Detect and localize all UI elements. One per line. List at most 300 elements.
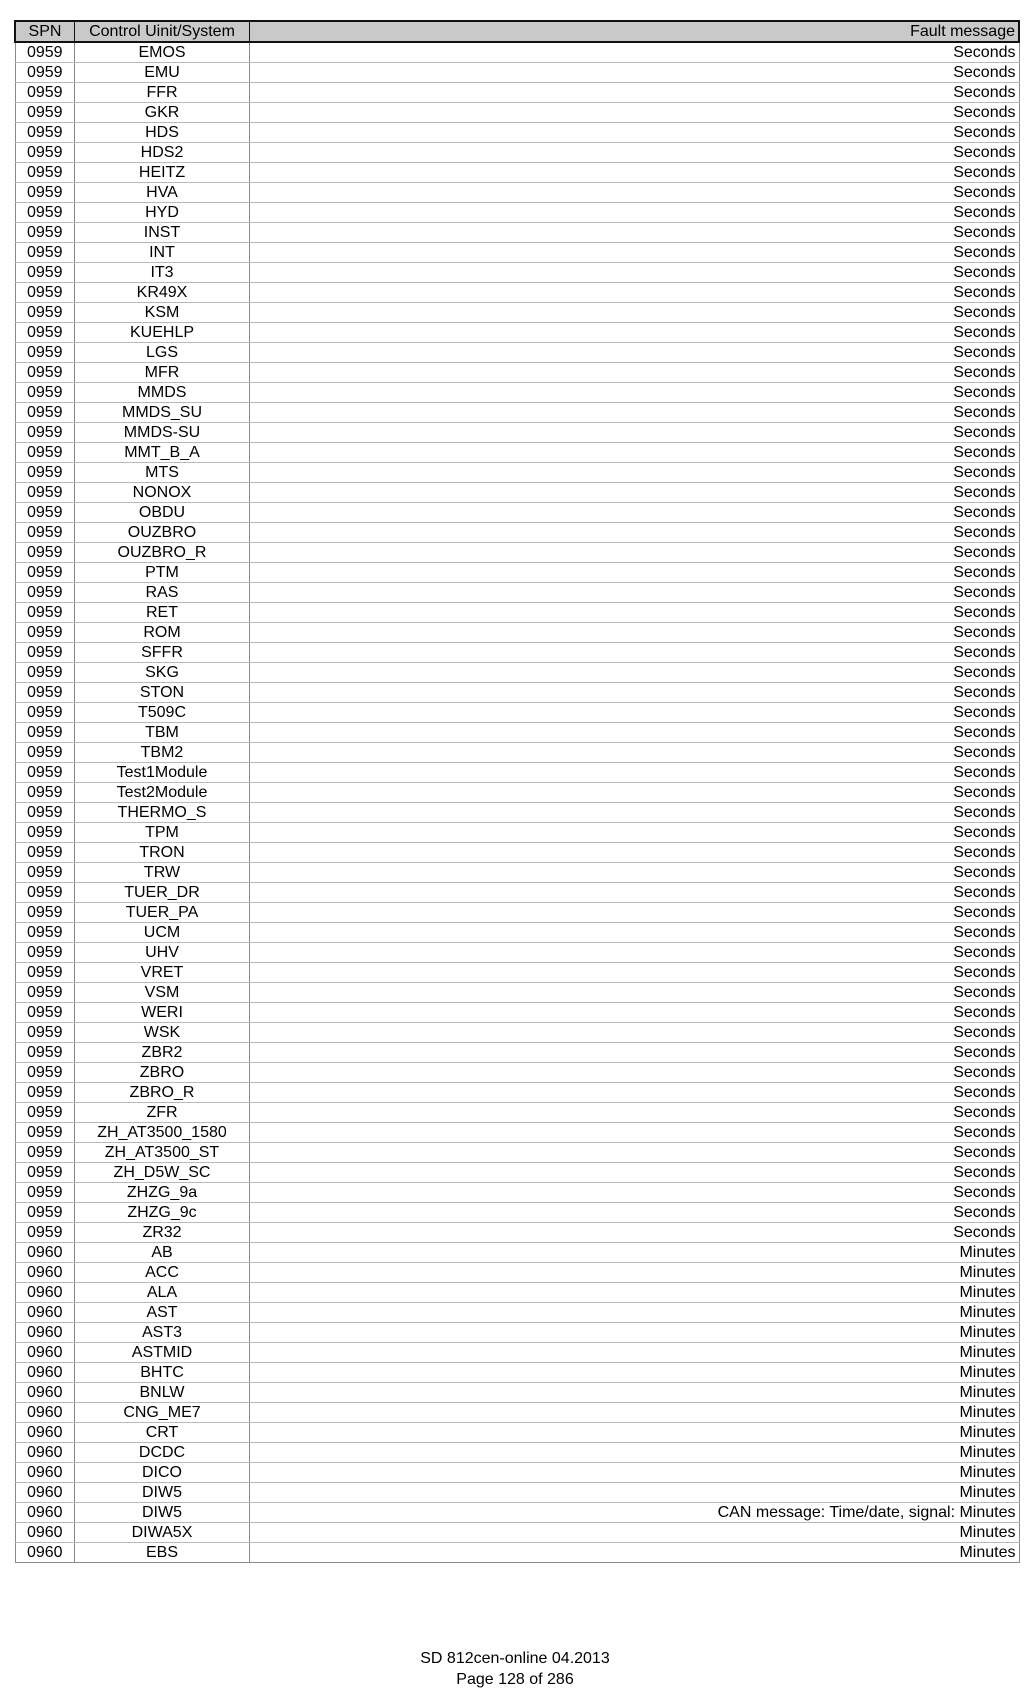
cell-fault-message: Seconds [250,843,1020,863]
cell-spn: 0959 [15,83,75,103]
cell-fault-message: Seconds [250,1223,1020,1243]
table-row [15,323,1019,343]
cell-spn: 0959 [15,363,75,383]
cell-spn: 0960 [15,1283,75,1303]
cell-spn: 0960 [15,1303,75,1323]
cell-control-unit: ACC [75,1263,250,1283]
cell-spn: 0959 [15,1223,75,1243]
table-row [15,83,1019,103]
cell-spn: 0959 [15,323,75,343]
cell-control-unit: TPM [75,823,250,843]
table-row [15,123,1019,143]
cell-spn: 0959 [15,723,75,743]
cell-spn: 0959 [15,623,75,643]
cell-fault-message: Seconds [250,243,1020,263]
table-row [15,1503,1019,1523]
table-row [15,1223,1019,1243]
table-row [15,283,1019,303]
table-row [15,1283,1019,1303]
cell-fault-message: Seconds [250,323,1020,343]
cell-spn: 0959 [15,943,75,963]
cell-spn: 0959 [15,423,75,443]
cell-spn: 0960 [15,1523,75,1543]
cell-fault-message: Minutes [250,1363,1020,1383]
cell-control-unit: EBS [75,1543,250,1563]
cell-fault-message: Seconds [250,543,1020,563]
cell-spn: 0959 [15,243,75,263]
table-row [15,223,1019,243]
cell-spn: 0959 [15,143,75,163]
cell-fault-message: Seconds [250,663,1020,683]
cell-fault-message: Minutes [250,1523,1020,1543]
table-row [15,1143,1019,1163]
cell-spn: 0960 [15,1463,75,1483]
cell-control-unit: FFR [75,83,250,103]
cell-control-unit: AST3 [75,1323,250,1343]
cell-control-unit: ZBRO [75,1063,250,1083]
cell-control-unit: DCDC [75,1443,250,1463]
cell-control-unit: BHTC [75,1363,250,1383]
fault-table [14,20,1020,1563]
cell-fault-message: Seconds [250,943,1020,963]
cell-spn: 0959 [15,63,75,83]
table-row [15,423,1019,443]
cell-spn: 0959 [15,123,75,143]
cell-control-unit: INT [75,243,250,263]
cell-spn: 0959 [15,783,75,803]
cell-fault-message: Minutes [250,1283,1020,1303]
table-row [15,623,1019,643]
cell-fault-message: Seconds [250,703,1020,723]
cell-fault-message: Seconds [250,42,1020,63]
cell-spn: 0959 [15,903,75,923]
cell-fault-message: Seconds [250,443,1020,463]
table-row [15,803,1019,823]
cell-spn: 0959 [15,1123,75,1143]
cell-control-unit: RAS [75,583,250,603]
cell-fault-message: Seconds [250,1143,1020,1163]
cell-control-unit: MFR [75,363,250,383]
cell-spn: 0959 [15,343,75,363]
cell-control-unit: UHV [75,943,250,963]
cell-fault-message: Seconds [250,163,1020,183]
cell-control-unit: PTM [75,563,250,583]
cell-spn: 0960 [15,1263,75,1283]
cell-spn: 0959 [15,843,75,863]
cell-fault-message: Seconds [250,523,1020,543]
cell-control-unit: ZR32 [75,1223,250,1243]
cell-control-unit: TUER_DR [75,883,250,903]
cell-control-unit: CRT [75,1423,250,1443]
cell-spn: 0959 [15,963,75,983]
table-row [15,203,1019,223]
cell-fault-message: Seconds [250,503,1020,523]
cell-spn: 0959 [15,42,75,63]
cell-control-unit: OBDU [75,503,250,523]
cell-control-unit: HDS [75,123,250,143]
cell-spn: 0960 [15,1443,75,1463]
cell-fault-message: Seconds [250,303,1020,323]
cell-fault-message: Minutes [250,1423,1020,1443]
table-row [15,243,1019,263]
cell-control-unit: ASTMID [75,1343,250,1363]
cell-fault-message: Seconds [250,403,1020,423]
cell-control-unit: UCM [75,923,250,943]
cell-spn: 0959 [15,203,75,223]
cell-fault-message: Minutes [250,1263,1020,1283]
cell-control-unit: EMOS [75,42,250,63]
cell-spn: 0959 [15,1003,75,1023]
cell-spn: 0959 [15,503,75,523]
table-row [15,1523,1019,1543]
cell-control-unit: VSM [75,983,250,1003]
cell-spn: 0960 [15,1403,75,1423]
cell-control-unit: IT3 [75,263,250,283]
cell-control-unit: HVA [75,183,250,203]
table-row [15,483,1019,503]
cell-fault-message: Seconds [250,103,1020,123]
cell-spn: 0959 [15,403,75,423]
table-row [15,1483,1019,1503]
table-row [15,663,1019,683]
cell-control-unit: ZH_D5W_SC [75,1163,250,1183]
cell-fault-message: Seconds [250,583,1020,603]
cell-control-unit: ZH_AT3500_ST [75,1143,250,1163]
cell-control-unit: ZBRO_R [75,1083,250,1103]
cell-fault-message: Seconds [250,1183,1020,1203]
cell-control-unit: BNLW [75,1383,250,1403]
table-row [15,743,1019,763]
cell-control-unit: T509C [75,703,250,723]
cell-fault-message: Minutes [250,1543,1020,1563]
table-row [15,783,1019,803]
table-row [15,1383,1019,1403]
cell-spn: 0959 [15,523,75,543]
cell-control-unit: THERMO_S [75,803,250,823]
cell-control-unit: MMT_B_A [75,443,250,463]
cell-spn: 0960 [15,1383,75,1403]
cell-fault-message: CAN message: Time/date, signal: Minutes [250,1503,1020,1523]
cell-control-unit: LGS [75,343,250,363]
table-row [15,1123,1019,1143]
cell-fault-message: Seconds [250,223,1020,243]
cell-spn: 0960 [15,1363,75,1383]
cell-spn: 0960 [15,1503,75,1523]
cell-fault-message: Minutes [250,1343,1020,1363]
table-row [15,363,1019,383]
cell-fault-message: Seconds [250,423,1020,443]
table-row [15,303,1019,323]
cell-spn: 0959 [15,883,75,903]
cell-spn: 0959 [15,383,75,403]
cell-fault-message: Seconds [250,343,1020,363]
table-row [15,143,1019,163]
cell-fault-message: Seconds [250,623,1020,643]
table-row [15,163,1019,183]
cell-spn: 0959 [15,1103,75,1123]
table-row [15,1423,1019,1443]
cell-control-unit: STON [75,683,250,703]
cell-spn: 0959 [15,283,75,303]
cell-spn: 0960 [15,1323,75,1343]
cell-control-unit: RET [75,603,250,623]
cell-spn: 0959 [15,1163,75,1183]
cell-control-unit: TBM2 [75,743,250,763]
cell-spn: 0959 [15,583,75,603]
cell-control-unit: MMDS [75,383,250,403]
cell-fault-message: Seconds [250,143,1020,163]
cell-spn: 0959 [15,923,75,943]
table-row [15,543,1019,563]
cell-fault-message: Seconds [250,743,1020,763]
table-row [15,1403,1019,1423]
cell-fault-message: Seconds [250,463,1020,483]
page-footer [0,1648,1030,1690]
table-row [15,1443,1019,1463]
cell-spn: 0959 [15,543,75,563]
cell-fault-message: Seconds [250,263,1020,283]
cell-spn: 0959 [15,163,75,183]
table-row [15,1343,1019,1363]
cell-spn: 0960 [15,1243,75,1263]
cell-fault-message: Seconds [250,683,1020,703]
table-row [15,983,1019,1003]
cell-control-unit: AB [75,1243,250,1263]
cell-fault-message: Seconds [250,1203,1020,1223]
cell-spn: 0959 [15,483,75,503]
cell-spn: 0959 [15,643,75,663]
table-row [15,683,1019,703]
table-row [15,503,1019,523]
cell-control-unit: AST [75,1303,250,1323]
cell-fault-message: Minutes [250,1303,1020,1323]
cell-spn: 0959 [15,103,75,123]
column-header-fault-message: Fault message [250,21,1020,42]
cell-control-unit: WSK [75,1023,250,1043]
cell-fault-message: Seconds [250,563,1020,583]
cell-control-unit: OUZBRO_R [75,543,250,563]
table-row [15,1023,1019,1043]
cell-control-unit: MMDS_SU [75,403,250,423]
cell-fault-message: Seconds [250,1043,1020,1063]
table-row [15,463,1019,483]
cell-fault-message: Seconds [250,1103,1020,1123]
cell-control-unit: ALA [75,1283,250,1303]
cell-fault-message: Seconds [250,643,1020,663]
cell-spn: 0959 [15,743,75,763]
cell-control-unit: KR49X [75,283,250,303]
cell-spn: 0959 [15,803,75,823]
cell-spn: 0960 [15,1423,75,1443]
table-row [15,343,1019,363]
cell-control-unit: ROM [75,623,250,643]
table-row [15,263,1019,283]
cell-fault-message: Seconds [250,1083,1020,1103]
table-row [15,923,1019,943]
table-row [15,703,1019,723]
cell-spn: 0959 [15,663,75,683]
cell-fault-message: Minutes [250,1323,1020,1343]
table-row [15,1043,1019,1063]
cell-control-unit: DIW5 [75,1503,250,1523]
table-row [15,1103,1019,1123]
table-row [15,1323,1019,1343]
cell-spn: 0959 [15,1083,75,1103]
cell-spn: 0959 [15,463,75,483]
cell-spn: 0959 [15,863,75,883]
document-id: SD 812cen-online 04.2013 [420,1650,610,1667]
cell-control-unit: WERI [75,1003,250,1023]
cell-control-unit: SKG [75,663,250,683]
cell-control-unit: TRON [75,843,250,863]
table-row [15,523,1019,543]
cell-control-unit: HDS2 [75,143,250,163]
table-row [15,1243,1019,1263]
cell-spn: 0959 [15,183,75,203]
cell-spn: 0959 [15,983,75,1003]
cell-fault-message: Minutes [250,1443,1020,1463]
cell-spn: 0959 [15,1143,75,1163]
table-row [15,1363,1019,1383]
table-row [15,183,1019,203]
table-row [15,63,1019,83]
cell-control-unit: OUZBRO [75,523,250,543]
table-row [15,1183,1019,1203]
cell-spn: 0959 [15,823,75,843]
cell-control-unit: MTS [75,463,250,483]
cell-fault-message: Seconds [250,1123,1020,1143]
cell-control-unit: KUEHLP [75,323,250,343]
table-row [15,383,1019,403]
table-row [15,1163,1019,1183]
column-header-spn: SPN [15,21,75,42]
cell-spn: 0959 [15,703,75,723]
cell-fault-message: Seconds [250,763,1020,783]
cell-control-unit: EMU [75,63,250,83]
cell-fault-message: Seconds [250,603,1020,623]
cell-spn: 0959 [15,603,75,623]
cell-fault-message: Minutes [250,1243,1020,1263]
cell-fault-message: Seconds [250,903,1020,923]
cell-fault-message: Seconds [250,383,1020,403]
cell-fault-message: Seconds [250,1163,1020,1183]
cell-spn: 0959 [15,303,75,323]
cell-spn: 0959 [15,443,75,463]
cell-spn: 0960 [15,1483,75,1503]
table-row [15,1463,1019,1483]
cell-fault-message: Seconds [250,1023,1020,1043]
table-row [15,1203,1019,1223]
cell-fault-message: Seconds [250,783,1020,803]
cell-spn: 0960 [15,1543,75,1563]
table-row [15,843,1019,863]
cell-control-unit: DICO [75,1463,250,1483]
cell-control-unit: TRW [75,863,250,883]
column-header-control-unit: Control Uinit/System [75,21,250,42]
cell-control-unit: MMDS-SU [75,423,250,443]
cell-control-unit: CNG_ME7 [75,1403,250,1423]
cell-spn: 0959 [15,1063,75,1083]
cell-control-unit: INST [75,223,250,243]
table-row [15,763,1019,783]
table-row [15,1303,1019,1323]
table-row [15,1083,1019,1103]
cell-fault-message: Seconds [250,83,1020,103]
table-row [15,723,1019,743]
cell-spn: 0959 [15,1183,75,1203]
cell-fault-message: Seconds [250,1063,1020,1083]
table-row [15,1003,1019,1023]
table-row [15,883,1019,903]
cell-spn: 0959 [15,263,75,283]
cell-fault-message: Seconds [250,803,1020,823]
table-row [15,443,1019,463]
cell-fault-message: Minutes [250,1383,1020,1403]
page-number: Page 128 of 286 [456,1671,574,1688]
cell-fault-message: Seconds [250,883,1020,903]
cell-fault-message: Seconds [250,283,1020,303]
table-row [15,403,1019,423]
cell-fault-message: Seconds [250,183,1020,203]
cell-fault-message: Seconds [250,983,1020,1003]
table-header-row [15,21,1019,42]
cell-control-unit: NONOX [75,483,250,503]
cell-control-unit: ZHZG_9c [75,1203,250,1223]
table-row [15,963,1019,983]
cell-control-unit: Test1Module [75,763,250,783]
cell-fault-message: Seconds [250,723,1020,743]
cell-fault-message: Minutes [250,1463,1020,1483]
cell-fault-message: Seconds [250,203,1020,223]
cell-fault-message: Minutes [250,1403,1020,1423]
cell-control-unit: DIW5 [75,1483,250,1503]
cell-fault-message: Seconds [250,923,1020,943]
table-row [15,603,1019,623]
cell-control-unit: ZHZG_9a [75,1183,250,1203]
table-row [15,903,1019,923]
cell-spn: 0959 [15,563,75,583]
cell-control-unit: GKR [75,103,250,123]
cell-control-unit: DIWA5X [75,1523,250,1543]
cell-fault-message: Seconds [250,863,1020,883]
cell-spn: 0960 [15,1343,75,1363]
cell-spn: 0959 [15,1203,75,1223]
table-row [15,1263,1019,1283]
cell-control-unit: ZBR2 [75,1043,250,1063]
cell-fault-message: Minutes [250,1483,1020,1503]
cell-control-unit: VRET [75,963,250,983]
table-row [15,1543,1019,1563]
cell-fault-message: Seconds [250,63,1020,83]
cell-control-unit: TBM [75,723,250,743]
table-row [15,563,1019,583]
table-row [15,1063,1019,1083]
table-body [15,42,1019,1563]
cell-control-unit: TUER_PA [75,903,250,923]
cell-fault-message: Seconds [250,363,1020,383]
table-row [15,863,1019,883]
cell-fault-message: Seconds [250,963,1020,983]
table-row [15,943,1019,963]
table-row [15,583,1019,603]
cell-fault-message: Seconds [250,483,1020,503]
cell-fault-message: Seconds [250,1003,1020,1023]
cell-spn: 0959 [15,1043,75,1063]
cell-fault-message: Seconds [250,823,1020,843]
cell-spn: 0959 [15,223,75,243]
cell-spn: 0959 [15,763,75,783]
table-row [15,643,1019,663]
